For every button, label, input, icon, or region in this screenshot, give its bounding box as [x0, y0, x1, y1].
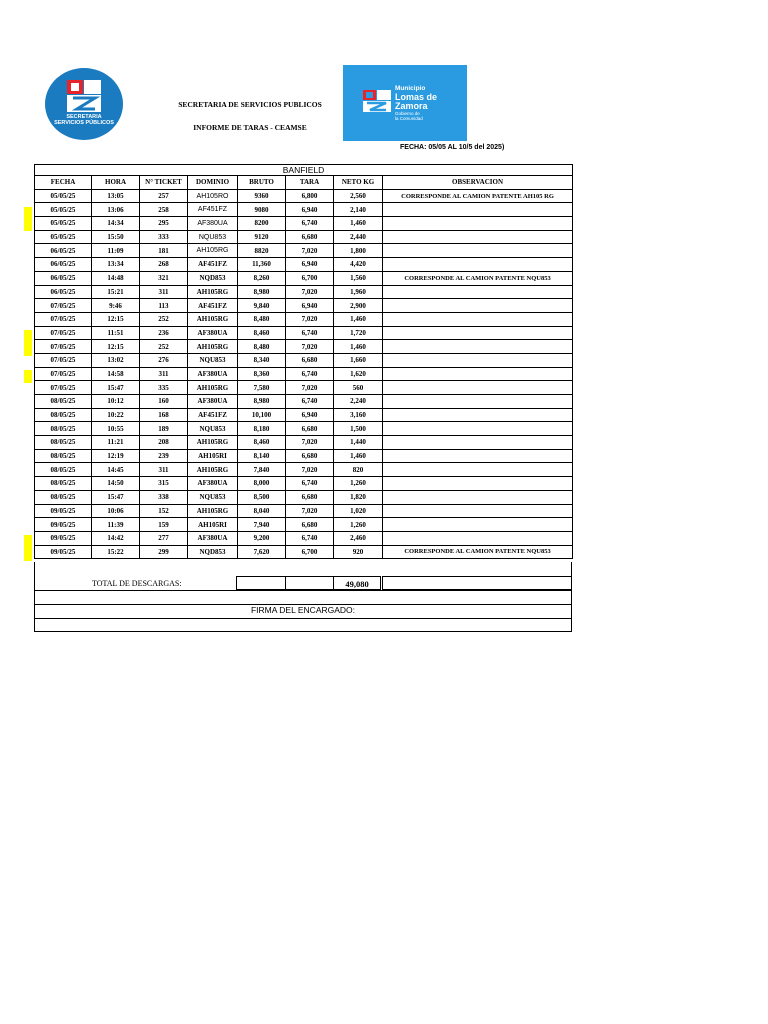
cell-obs: [383, 381, 573, 395]
cell-dominio: AH105RG: [188, 381, 238, 395]
cell-bruto: 8,460: [238, 436, 286, 450]
header-secretaria: SECRETARIA DE SERVICIOS PUBLICOS: [178, 100, 322, 109]
cell-dominio: AF380UA: [188, 217, 238, 231]
cell-fecha: 09/05/25: [35, 531, 92, 545]
cell-fecha: 08/05/25: [35, 395, 92, 409]
cell-fecha: 05/05/25: [35, 217, 92, 231]
cell-tara: 6,740: [286, 367, 334, 381]
highlight-marker: [24, 330, 32, 356]
cell-neto: 2,140: [334, 203, 383, 217]
cell-bruto: 7,620: [238, 545, 286, 559]
cell-fecha: 06/05/25: [35, 258, 92, 272]
cell-obs: CORRESPONDE AL CAMION PATENTE NQU853: [383, 271, 573, 285]
cell-neto: 1,560: [334, 271, 383, 285]
cell-obs: [383, 490, 573, 504]
cell-fecha: 08/05/25: [35, 449, 92, 463]
total-blank-cell: [285, 576, 334, 590]
cell-neto: 1,020: [334, 504, 383, 518]
cell-hora: 10:55: [92, 422, 140, 436]
cell-tara: 7,020: [286, 504, 334, 518]
cell-dominio: NQU853: [188, 422, 238, 436]
cell-fecha: 05/05/25: [35, 230, 92, 244]
footer-divider: [34, 590, 572, 591]
col-header-observacion: OBSERVACION: [383, 176, 573, 190]
table-row: [35, 436, 573, 450]
cell-hora: 14:42: [92, 531, 140, 545]
cell-tara: 6,800: [286, 189, 334, 203]
cell-fecha: 07/05/25: [35, 353, 92, 367]
cell-tara: 6,740: [286, 477, 334, 491]
cell-neto: 1,620: [334, 367, 383, 381]
cell-hora: 11:09: [92, 244, 140, 258]
table-row: [35, 217, 573, 231]
cell-tara: 6,740: [286, 531, 334, 545]
cell-neto: 1,460: [334, 449, 383, 463]
cell-bruto: 8,360: [238, 367, 286, 381]
cell-obs: [383, 408, 573, 422]
logo-subtitle-1: Gobierno de: [395, 111, 420, 116]
cell-neto: 820: [334, 463, 383, 477]
cell-tara: 6,680: [286, 353, 334, 367]
cell-bruto: 8,000: [238, 477, 286, 491]
cell-ticket: 311: [140, 367, 188, 381]
cell-dominio: AF380UA: [188, 367, 238, 381]
cell-bruto: 8,980: [238, 395, 286, 409]
cell-ticket: 168: [140, 408, 188, 422]
cell-obs: [383, 463, 573, 477]
cell-hora: 14:48: [92, 271, 140, 285]
cell-tara: 7,020: [286, 285, 334, 299]
cell-obs: [383, 353, 573, 367]
cell-hora: 14:50: [92, 477, 140, 491]
cell-bruto: 10,100: [238, 408, 286, 422]
total-observacion-cell: [382, 576, 572, 590]
cell-dominio: AH105RG: [188, 285, 238, 299]
cell-obs: [383, 504, 573, 518]
header-fecha: FECHA: 05/05 AL 10/5 del 2025): [400, 144, 505, 151]
table-row: [35, 490, 573, 504]
cell-dominio: NQU853: [188, 490, 238, 504]
table-title: BANFIELD: [35, 165, 573, 176]
cell-dominio: AH105RG: [188, 504, 238, 518]
cell-tara: 6,680: [286, 518, 334, 532]
cell-ticket: 258: [140, 203, 188, 217]
table-row: [35, 518, 573, 532]
municipio-emblem-icon: [363, 90, 391, 112]
table-row: [35, 422, 573, 436]
cell-obs: [383, 449, 573, 463]
cell-ticket: 277: [140, 531, 188, 545]
cell-fecha: 09/05/25: [35, 518, 92, 532]
cell-tara: 6,680: [286, 490, 334, 504]
cell-neto: 1,440: [334, 436, 383, 450]
col-header-neto: NETO KG: [334, 176, 383, 190]
table-row: [35, 353, 573, 367]
cell-hora: 15:50: [92, 230, 140, 244]
firma-label: FIRMA DEL ENCARGADO:: [250, 605, 356, 615]
cell-hora: 12:15: [92, 340, 140, 354]
municipio-logo: [343, 65, 467, 141]
cell-bruto: 9080: [238, 203, 286, 217]
cell-fecha: 08/05/25: [35, 490, 92, 504]
cell-neto: 2,460: [334, 531, 383, 545]
cell-dominio: AF380UA: [188, 531, 238, 545]
cell-dominio: AF451FZ: [188, 203, 238, 217]
cell-neto: 1,500: [334, 422, 383, 436]
col-header-bruto: BRUTO: [238, 176, 286, 190]
cell-neto: 1,460: [334, 312, 383, 326]
cell-bruto: 7,840: [238, 463, 286, 477]
table-row: [35, 504, 573, 518]
cell-hora: 10:06: [92, 504, 140, 518]
cell-ticket: 113: [140, 299, 188, 313]
cell-hora: 12:15: [92, 312, 140, 326]
cell-bruto: 8,460: [238, 326, 286, 340]
cell-tara: 6,940: [286, 408, 334, 422]
cell-fecha: 08/05/25: [35, 408, 92, 422]
cell-neto: 2,900: [334, 299, 383, 313]
logo-word-lomas: Lomas de: [395, 92, 438, 102]
municipio-logo-text: [395, 85, 437, 121]
cell-obs: [383, 367, 573, 381]
cell-dominio: AF380UA: [188, 477, 238, 491]
cell-bruto: 9,200: [238, 531, 286, 545]
cell-fecha: 08/05/25: [35, 422, 92, 436]
cell-tara: 6,680: [286, 422, 334, 436]
cell-ticket: 299: [140, 545, 188, 559]
cell-tara: 6,740: [286, 395, 334, 409]
cell-bruto: 8,140: [238, 449, 286, 463]
cell-bruto: 7,940: [238, 518, 286, 532]
cell-ticket: 268: [140, 258, 188, 272]
cell-hora: 12:19: [92, 449, 140, 463]
cell-hora: 11:39: [92, 518, 140, 532]
cell-bruto: 8,480: [238, 340, 286, 354]
cell-hora: 13:02: [92, 353, 140, 367]
table-row: [35, 230, 573, 244]
cell-ticket: 236: [140, 326, 188, 340]
secretaria-logo: [45, 68, 123, 140]
cell-neto: 2,560: [334, 189, 383, 203]
cell-hora: 13:34: [92, 258, 140, 272]
cell-ticket: 338: [140, 490, 188, 504]
table-row: [35, 189, 573, 203]
cell-bruto: 9,840: [238, 299, 286, 313]
cell-obs: [383, 312, 573, 326]
cell-neto: 560: [334, 381, 383, 395]
cell-fecha: 08/05/25: [35, 436, 92, 450]
cell-neto: 1,460: [334, 340, 383, 354]
cell-hora: 11:21: [92, 436, 140, 450]
cell-tara: 6,680: [286, 449, 334, 463]
cell-tara: 7,020: [286, 436, 334, 450]
header-informe: INFORME DE TARAS - CEAMSE: [193, 123, 307, 132]
cell-obs: [383, 531, 573, 545]
cell-hora: 14:45: [92, 463, 140, 477]
cell-ticket: 181: [140, 244, 188, 258]
cell-obs: [383, 230, 573, 244]
cell-fecha: 07/05/25: [35, 326, 92, 340]
cell-tara: 7,020: [286, 340, 334, 354]
cell-fecha: 05/05/25: [35, 189, 92, 203]
cell-obs: CORRESPONDE AL CAMION PATENTE AH105 RG: [383, 189, 573, 203]
cell-bruto: 8820: [238, 244, 286, 258]
table-row: [35, 449, 573, 463]
cell-neto: 1,720: [334, 326, 383, 340]
cell-neto: 1,260: [334, 477, 383, 491]
cell-hora: 13:05: [92, 189, 140, 203]
cell-fecha: 09/05/25: [35, 545, 92, 559]
cell-neto: 1,800: [334, 244, 383, 258]
cell-bruto: 8200: [238, 217, 286, 231]
col-header-hora: HORA: [92, 176, 140, 190]
cell-obs: [383, 217, 573, 231]
col-header-tara: TARA: [286, 176, 334, 190]
cell-bruto: 9360: [238, 189, 286, 203]
cell-neto: 920: [334, 545, 383, 559]
cell-ticket: 321: [140, 271, 188, 285]
table-row: [35, 477, 573, 491]
cell-ticket: 159: [140, 518, 188, 532]
cell-ticket: 257: [140, 189, 188, 203]
cell-dominio: NQD853: [188, 271, 238, 285]
cell-neto: 1,660: [334, 353, 383, 367]
cell-bruto: 9120: [238, 230, 286, 244]
cell-bruto: 8,180: [238, 422, 286, 436]
cell-ticket: 335: [140, 381, 188, 395]
cell-tara: 6,680: [286, 230, 334, 244]
cell-hora: 14:58: [92, 367, 140, 381]
cell-tara: 7,020: [286, 463, 334, 477]
cell-dominio: AH105RO: [188, 189, 238, 203]
cell-bruto: 11,360: [238, 258, 286, 272]
cell-fecha: 06/05/25: [35, 285, 92, 299]
cell-hora: 15:47: [92, 490, 140, 504]
cell-dominio: NQU853: [188, 230, 238, 244]
cell-ticket: 160: [140, 395, 188, 409]
logo-caption-bottom: SERVICIOS PÚBLICOS: [54, 120, 114, 126]
cell-ticket: 152: [140, 504, 188, 518]
cell-fecha: 08/05/25: [35, 477, 92, 491]
cell-fecha: 07/05/25: [35, 340, 92, 354]
cell-obs: [383, 436, 573, 450]
table-row: [35, 340, 573, 354]
secretaria-emblem-icon: [67, 80, 101, 112]
cell-bruto: 8,500: [238, 490, 286, 504]
cell-neto: 4,420: [334, 258, 383, 272]
cell-dominio: NQD853: [188, 545, 238, 559]
cell-ticket: 333: [140, 230, 188, 244]
table-row: [35, 381, 573, 395]
cell-bruto: 8,340: [238, 353, 286, 367]
table-row: [35, 531, 573, 545]
cell-tara: 6,700: [286, 271, 334, 285]
footer-divider: [34, 618, 572, 619]
table-row: [35, 299, 573, 313]
cell-dominio: AH105RG: [188, 463, 238, 477]
cell-tara: 6,700: [286, 545, 334, 559]
cell-hora: 15:21: [92, 285, 140, 299]
table-row: [35, 271, 573, 285]
cell-bruto: 8,480: [238, 312, 286, 326]
cell-ticket: 208: [140, 436, 188, 450]
cell-dominio: AH105RG: [188, 312, 238, 326]
cell-hora: 14:34: [92, 217, 140, 231]
cell-dominio: AF451FZ: [188, 408, 238, 422]
cell-tara: 6,940: [286, 258, 334, 272]
cell-fecha: 08/05/25: [35, 463, 92, 477]
cell-dominio: AF380UA: [188, 326, 238, 340]
cell-hora: 10:12: [92, 395, 140, 409]
table-row: [35, 312, 573, 326]
cell-ticket: 252: [140, 312, 188, 326]
col-header-fecha: FECHA: [35, 176, 92, 190]
cell-ticket: 315: [140, 477, 188, 491]
cell-dominio: AH105RI: [188, 518, 238, 532]
table-row: [35, 244, 573, 258]
table-row: [35, 367, 573, 381]
table-row: [35, 285, 573, 299]
total-value: 49,080: [333, 576, 381, 590]
cell-ticket: 311: [140, 285, 188, 299]
cell-ticket: 276: [140, 353, 188, 367]
cell-fecha: 06/05/25: [35, 271, 92, 285]
table-row: [35, 326, 573, 340]
cell-tara: 6,940: [286, 203, 334, 217]
cell-bruto: 7,580: [238, 381, 286, 395]
cell-tara: 6,940: [286, 299, 334, 313]
cell-fecha: 07/05/25: [35, 367, 92, 381]
cell-neto: 2,240: [334, 395, 383, 409]
cell-neto: 3,160: [334, 408, 383, 422]
cell-fecha: 07/05/25: [35, 312, 92, 326]
cell-neto: 1,820: [334, 490, 383, 504]
table-row: [35, 408, 573, 422]
cell-tara: 6,740: [286, 217, 334, 231]
cell-tara: 7,020: [286, 381, 334, 395]
highlight-marker: [24, 207, 32, 231]
table-row: [35, 395, 573, 409]
cell-hora: 13:06: [92, 203, 140, 217]
cell-fecha: 07/05/25: [35, 381, 92, 395]
cell-hora: 15:22: [92, 545, 140, 559]
cell-dominio: AH105RG: [188, 340, 238, 354]
highlight-marker: [24, 535, 32, 561]
taras-table: [34, 164, 573, 559]
cell-ticket: 295: [140, 217, 188, 231]
cell-dominio: AH105RG: [188, 244, 238, 258]
cell-bruto: 8,980: [238, 285, 286, 299]
cell-dominio: AH105RG: [188, 436, 238, 450]
total-blank-cell: [236, 576, 286, 590]
cell-fecha: 05/05/25: [35, 203, 92, 217]
cell-dominio: NQU853: [188, 353, 238, 367]
logo-word-municipio: Municipio: [395, 85, 426, 92]
cell-fecha: 07/05/25: [35, 299, 92, 313]
cell-obs: [383, 258, 573, 272]
cell-dominio: AF451FZ: [188, 299, 238, 313]
cell-obs: [383, 340, 573, 354]
col-header-ticket: N° TICKET: [140, 176, 188, 190]
cell-obs: [383, 477, 573, 491]
cell-obs: [383, 326, 573, 340]
cell-neto: 2,440: [334, 230, 383, 244]
cell-dominio: AF380UA: [188, 395, 238, 409]
highlight-marker: [24, 370, 32, 383]
table-row: [35, 203, 573, 217]
cell-obs: [383, 422, 573, 436]
cell-obs: [383, 395, 573, 409]
cell-hora: 11:51: [92, 326, 140, 340]
cell-hora: 15:47: [92, 381, 140, 395]
cell-bruto: 8,040: [238, 504, 286, 518]
cell-obs: [383, 244, 573, 258]
cell-obs: CORRESPONDE AL CAMION PATENTE NQU853: [383, 545, 573, 559]
table-row: [35, 545, 573, 559]
cell-obs: [383, 285, 573, 299]
table-row: [35, 463, 573, 477]
cell-tara: 7,020: [286, 312, 334, 326]
cell-bruto: 8,260: [238, 271, 286, 285]
cell-obs: [383, 518, 573, 532]
cell-tara: 7,020: [286, 244, 334, 258]
cell-ticket: 189: [140, 422, 188, 436]
cell-dominio: AF451FZ: [188, 258, 238, 272]
cell-tara: 6,740: [286, 326, 334, 340]
cell-obs: [383, 203, 573, 217]
cell-neto: 1,260: [334, 518, 383, 532]
cell-fecha: 09/05/25: [35, 504, 92, 518]
table-row: [35, 258, 573, 272]
logo-caption-top: SECRETARIA: [66, 114, 102, 120]
logo-subtitle-2: la Comunidad: [395, 116, 423, 121]
cell-fecha: 06/05/25: [35, 244, 92, 258]
cell-ticket: 239: [140, 449, 188, 463]
cell-neto: 1,460: [334, 217, 383, 231]
total-label: TOTAL DE DESCARGAS:: [92, 579, 182, 588]
cell-obs: [383, 299, 573, 313]
col-header-dominio: DOMINIO: [188, 176, 238, 190]
cell-hora: 9:46: [92, 299, 140, 313]
cell-ticket: 252: [140, 340, 188, 354]
cell-ticket: 311: [140, 463, 188, 477]
cell-hora: 10:22: [92, 408, 140, 422]
footer-box: [34, 562, 572, 632]
cell-neto: 1,960: [334, 285, 383, 299]
logo-word-zamora: Zamora: [395, 101, 428, 111]
cell-dominio: AH105RI: [188, 449, 238, 463]
